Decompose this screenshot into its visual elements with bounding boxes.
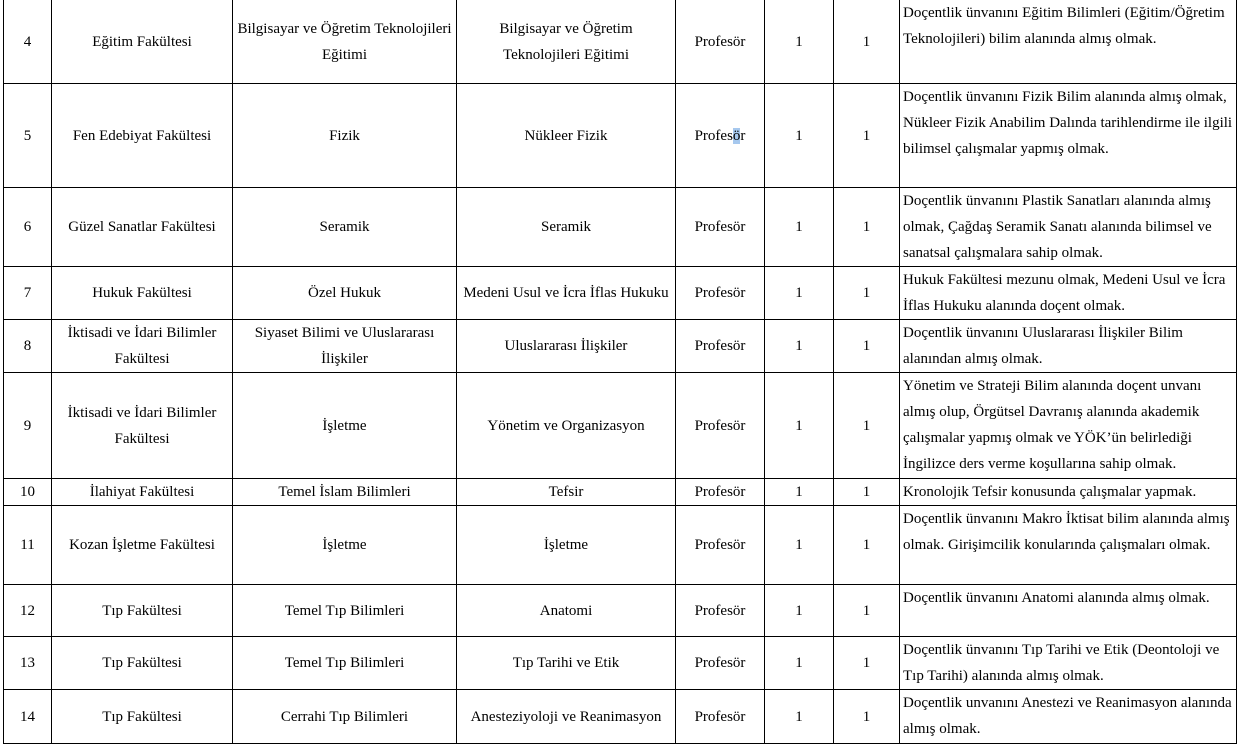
title-cell: Profesör bbox=[676, 0, 765, 84]
requirement-cell: Doçentlik ünvanını Makro İktisat bilim alanında almış olmak. Girişimcilik konularında çalışmaları olmak. bbox=[900, 506, 1237, 585]
division-cell: Tıp Tarihi ve Etik bbox=[457, 637, 676, 690]
faculty-cell: İlahiyat Fakültesi bbox=[52, 479, 233, 506]
row-number: 5 bbox=[4, 84, 52, 188]
count-cell: 1 bbox=[834, 373, 900, 479]
degree-cell: 1 bbox=[765, 188, 834, 267]
faculty-cell: Tıp Fakültesi bbox=[52, 585, 233, 637]
division-cell: Yönetim ve Organizasyon bbox=[457, 373, 676, 479]
row-number: 7 bbox=[4, 267, 52, 320]
table-row bbox=[4, 267, 1237, 320]
department-cell: Temel Tıp Bilimleri bbox=[233, 585, 457, 637]
row-number: 12 bbox=[4, 585, 52, 637]
row-number: 13 bbox=[4, 637, 52, 690]
table-row bbox=[4, 188, 1237, 267]
degree-cell: 1 bbox=[765, 84, 834, 188]
title-cell: Profesör bbox=[676, 267, 765, 320]
requirement-cell: Yönetim ve Strateji Bilim alanında doçent unvanı almış olup, Örgütsel Davranış alanında akademik çalışmalar yapmış olmak ve YÖK’ün belirlediği İngilizce ders verme koşullarına sahip olmak. bbox=[900, 373, 1237, 479]
department-cell: Temel Tıp Bilimleri bbox=[233, 637, 457, 690]
degree-cell: 1 bbox=[765, 637, 834, 690]
division-cell: Seramik bbox=[457, 188, 676, 267]
requirement-cell: Hukuk Fakültesi mezunu olmak, Medeni Usul ve İcra İflas Hukuku alanında doçent olmak. bbox=[900, 267, 1237, 320]
division-cell: Tefsir bbox=[457, 479, 676, 506]
position-table bbox=[3, 0, 1237, 744]
table-row bbox=[4, 84, 1237, 188]
text-selection-highlight[interactable]: ö bbox=[732, 127, 741, 144]
title-text-after: r bbox=[740, 127, 746, 144]
count-cell: 1 bbox=[834, 0, 900, 84]
division-cell: Anatomi bbox=[457, 585, 676, 637]
division-cell: Nükleer Fizik bbox=[457, 84, 676, 188]
division-cell: İşletme bbox=[457, 506, 676, 585]
requirement-cell: Doçentlik ünvanını Plastik Sanatları alanında almış olmak, Çağdaş Seramik Sanatı alanında bilimsel ve sanatsal çalışmalara sahip olmak. bbox=[900, 188, 1237, 267]
division-cell: Medeni Usul ve İcra İflas Hukuku bbox=[457, 267, 676, 320]
department-cell: Seramik bbox=[233, 188, 457, 267]
count-cell: 1 bbox=[834, 479, 900, 506]
department-cell: Cerrahi Tıp Bilimleri bbox=[233, 690, 457, 744]
department-cell: Siyaset Bilimi ve Uluslararası İlişkiler bbox=[233, 320, 457, 373]
degree-cell: 1 bbox=[765, 506, 834, 585]
table-row bbox=[4, 320, 1237, 373]
count-cell: 1 bbox=[834, 506, 900, 585]
faculty-cell: Tıp Fakültesi bbox=[52, 690, 233, 744]
count-cell: 1 bbox=[834, 188, 900, 267]
degree-cell: 1 bbox=[765, 479, 834, 506]
department-cell: İşletme bbox=[233, 506, 457, 585]
faculty-cell: Tıp Fakültesi bbox=[52, 637, 233, 690]
title-cell: Profesör bbox=[676, 506, 765, 585]
row-number: 11 bbox=[4, 506, 52, 585]
requirement-cell: Doçentlik ünvanını Eğitim Bilimleri (Eğitim/Öğretim Teknolojileri) bilim alanında almış olmak. bbox=[900, 0, 1237, 84]
degree-cell: 1 bbox=[765, 690, 834, 744]
division-cell: Uluslararası İlişkiler bbox=[457, 320, 676, 373]
division-cell: Bilgisayar ve Öğretim Teknolojileri Eğitimi bbox=[457, 0, 676, 84]
title-cell: Profesör bbox=[676, 637, 765, 690]
row-number: 14 bbox=[4, 690, 52, 744]
title-cell: Profesör bbox=[676, 188, 765, 267]
table-row bbox=[4, 373, 1237, 479]
requirement-cell: Kronolojik Tefsir konusunda çalışmalar yapmak. bbox=[900, 479, 1237, 506]
row-number: 10 bbox=[4, 479, 52, 506]
table-row bbox=[4, 506, 1237, 585]
department-cell: İşletme bbox=[233, 373, 457, 479]
row-number: 4 bbox=[4, 0, 52, 84]
degree-cell: 1 bbox=[765, 585, 834, 637]
title-cell: Profesör bbox=[676, 479, 765, 506]
requirement-cell: Doçentlik ünvanını Anatomi alanında almış olmak. bbox=[900, 585, 1237, 637]
requirement-cell: Doçentlik ünvanını Tıp Tarihi ve Etik (Deontoloji ve Tıp Tarihi) alanında almış olmak. bbox=[900, 637, 1237, 690]
department-cell: Temel İslam Bilimleri bbox=[233, 479, 457, 506]
faculty-cell: İktisadi ve İdari Bilimler Fakültesi bbox=[52, 373, 233, 479]
degree-cell: 1 bbox=[765, 267, 834, 320]
faculty-cell: İktisadi ve İdari Bilimler Fakültesi bbox=[52, 320, 233, 373]
table-row bbox=[4, 0, 1237, 84]
degree-cell: 1 bbox=[765, 0, 834, 84]
department-cell: Özel Hukuk bbox=[233, 267, 457, 320]
count-cell: 1 bbox=[834, 690, 900, 744]
department-cell: Fizik bbox=[233, 84, 457, 188]
count-cell: 1 bbox=[834, 320, 900, 373]
title-text-before: Profes bbox=[694, 127, 733, 144]
count-cell: 1 bbox=[834, 637, 900, 690]
faculty-cell: Güzel Sanatlar Fakültesi bbox=[52, 188, 233, 267]
row-number: 8 bbox=[4, 320, 52, 373]
requirement-cell: Doçentlik ünvanını Uluslararası İlişkiler Bilim alanından almış olmak. bbox=[900, 320, 1237, 373]
row-number: 6 bbox=[4, 188, 52, 267]
table-row bbox=[4, 479, 1237, 506]
division-cell: Anesteziyoloji ve Reanimasyon bbox=[457, 690, 676, 744]
faculty-cell: Eğitim Fakültesi bbox=[52, 0, 233, 84]
title-cell: Profesör bbox=[676, 585, 765, 637]
table-row bbox=[4, 690, 1237, 744]
title-cell bbox=[676, 84, 765, 188]
requirement-cell: Doçentlik ünvanını Fizik Bilim alanında almış olmak, Nükleer Fizik Anabilim Dalında tarihlendirme ile ilgili bilimsel çalışmalar yapmış olmak. bbox=[900, 84, 1237, 188]
table-row bbox=[4, 637, 1237, 690]
requirement-cell: Doçentlik unvanını Anestezi ve Reanimasyon alanında almış olmak. bbox=[900, 690, 1237, 744]
title-cell: Profesör bbox=[676, 690, 765, 744]
table-row bbox=[4, 585, 1237, 637]
department-cell: Bilgisayar ve Öğretim Teknolojileri Eğitimi bbox=[233, 0, 457, 84]
faculty-cell: Hukuk Fakültesi bbox=[52, 267, 233, 320]
count-cell: 1 bbox=[834, 84, 900, 188]
title-cell: Profesör bbox=[676, 320, 765, 373]
count-cell: 1 bbox=[834, 267, 900, 320]
faculty-cell: Kozan İşletme Fakültesi bbox=[52, 506, 233, 585]
title-cell: Profesör bbox=[676, 373, 765, 479]
count-cell: 1 bbox=[834, 585, 900, 637]
faculty-cell: Fen Edebiyat Fakültesi bbox=[52, 84, 233, 188]
row-number: 9 bbox=[4, 373, 52, 479]
degree-cell: 1 bbox=[765, 320, 834, 373]
degree-cell: 1 bbox=[765, 373, 834, 479]
